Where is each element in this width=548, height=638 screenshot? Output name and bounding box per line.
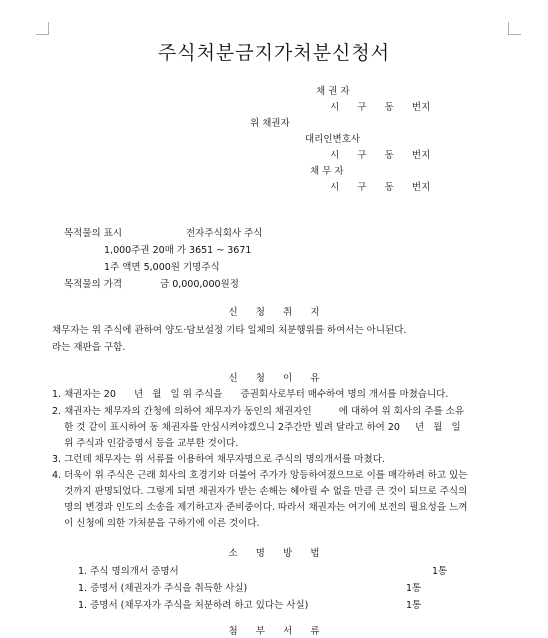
reasons-heading: 신 청 이 유: [228, 373, 320, 384]
debtor-address: 시 구 동 번지: [330, 182, 431, 193]
evidence-item: 1. 주식 명의개서 증명서: [78, 566, 179, 577]
creditor-label: 채 권 자: [316, 86, 350, 97]
attachments-heading: 첨 부 서 류: [228, 626, 320, 637]
purpose-heading: 신 청 취 지: [228, 307, 320, 318]
reason-line: 3. 그런데 채무자는 위 서류를 이용하여 채무자명으로 주식의 명의개서를 마쳤다.: [52, 454, 385, 465]
creditor-address: 시 구 동 번지: [330, 102, 431, 113]
reason-line: 이 신청에 의한 가처분을 구하기에 이른 것이다.: [52, 518, 260, 529]
purpose-line-1: 채무자는 위 주식에 관하여 양도·담보설정 기타 일체의 처분행위를 하여서는 아니된다.: [52, 325, 407, 336]
reason-line: 2. 채권자는 채무자의 간청에 의하여 채무자가 동인의 채권자인 에 대하여 위 회사의 주를 소유: [52, 406, 465, 417]
above-creditor-label: 위 채권자: [250, 118, 290, 129]
reason-line: 1. 채권자는 20 년 월 일 위 주식을 증권회사로부터 매수하여 명의 개서를 마쳤습니다.: [52, 389, 449, 400]
reason-line: 명의 변경과 인도의 소송을 제기하고자 준비중이다. 따라서 채권자는 여기에 보전의 필요성을 느껴: [52, 502, 468, 513]
attorney-label: 대리인변호사: [305, 134, 361, 145]
evidence-item: 1. 증명서 (채무자가 주식을 처분하려 하고 있다는 사실): [78, 600, 309, 611]
evidence-item: 1. 증명서 (채권자가 주식을 취득한 사실): [78, 583, 248, 594]
attorney-address: 시 구 동 번지: [330, 150, 431, 161]
page-corner-mark-top-right: [508, 22, 521, 35]
evidence-item-count: 1통: [406, 583, 422, 594]
target-label: 목적물의 표시: [64, 228, 123, 239]
target-par-value: 1주 액면 5,000원 기명주식: [104, 262, 220, 273]
evidence-item-count: 1통: [432, 566, 448, 577]
target-value-label: 목적물의 가격: [64, 279, 123, 290]
reason-line: 위 주식과 인감증명서 등을 교부한 것이다.: [52, 438, 239, 449]
evidence-heading: 소 명 방 법: [228, 548, 320, 559]
reason-line: 4. 더욱이 위 주식은 근래 회사의 호경기와 더불어 주가가 앙등하여졌으므로 이를 매각하려 하고 있는: [52, 470, 468, 481]
debtor-label: 채 무 자: [310, 166, 344, 177]
evidence-item-count: 1통: [406, 600, 422, 611]
purpose-line-2: 라는 재판을 구함.: [52, 342, 126, 353]
document-title: 주식처분금지가처분신청서: [157, 42, 391, 64]
reason-line: 것까지 판명되었다. 그렇게 되면 채권자가 받는 손해는 헤아릴 수 없을 만큼 큰 것이 되므로 주식의: [52, 486, 468, 497]
target-value: 금 0,000,000원정: [160, 279, 239, 290]
page-corner-mark-top-left: [36, 22, 49, 35]
reason-line: 한 것 같이 표시하여 동 채권자를 안심시켜야겠으니 2주간만 빌려 달라고 하여 20 년 월 일: [52, 422, 461, 433]
target-shares: 1,000주권 20매 가 3651 ~ 3671: [104, 245, 252, 256]
target-company: 전자주식회사 주식: [186, 228, 263, 239]
